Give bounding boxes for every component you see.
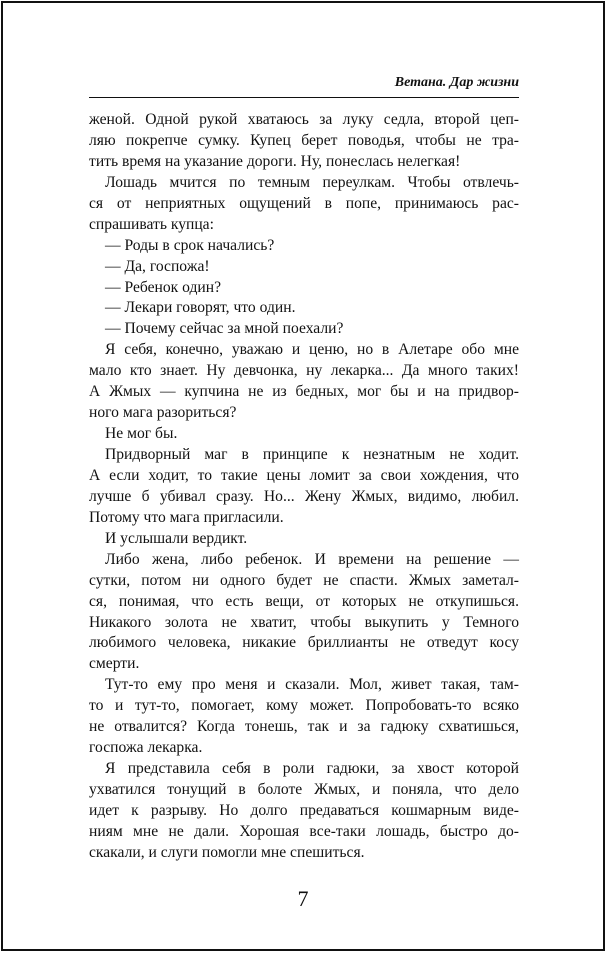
text-line: любимого человека, никакие бриллианты не отведут косу (89, 634, 519, 652)
page-number: 7 (297, 886, 309, 911)
text-line: И услышали вердикт. (105, 529, 248, 547)
text-line: — Лекари говорят, что один. (105, 299, 296, 317)
text-line: идет к разрыву. Но долго предаваться кошмарным виде- (89, 801, 519, 819)
text-line: Потому что мага пригласили. (89, 508, 284, 526)
text-line: госпожа лекарка. (89, 739, 203, 757)
body-text (89, 110, 519, 864)
text-line: лучше б убивал сразу. Но... Жену Жмых, видимо, любил. (89, 487, 519, 505)
text-line: женой. Одной рукой хватаюсь за луку седла, второй цеп- (89, 111, 519, 128)
text-line: то и тут-то, помогает, кому может. Попробовать-то всяко (89, 697, 519, 715)
text-line: ухватился тонущий в болоте Жмых, и поняла, что дело (89, 781, 519, 798)
text-line: смерти. (89, 655, 140, 673)
text-line: Никакого золота не хватит, чтобы выкупить у Темного (89, 613, 519, 631)
text-line: А если ходит, то такие цены ломит за свои хождения, что (89, 466, 519, 484)
text-line: сутки, потом ни одного будет не спасти. Жмых заметал- (89, 571, 519, 589)
text-line: мало кто знает. Ну девчонка, ну лекарка... Да много таких! (89, 362, 519, 380)
text-line: спрашивать купца: (89, 215, 214, 233)
text-line: Я представила себя в роли гадюки, за хвост которой (105, 760, 519, 778)
text-line: Придворный маг в принципе к незнатным не ходит. (105, 446, 519, 463)
text-line: ного мага разориться? (89, 404, 237, 422)
text-line: ляю покрепче сумку. Купец берет поводья, чтобы не тра- (89, 131, 519, 149)
text-line: Не мог бы. (105, 425, 178, 443)
book-page (1, 1, 605, 951)
text-line: не отвалится? Когда тонешь, так и за гадюку схватишься, (89, 718, 519, 736)
running-header-title: Ветана. Дар жизни (394, 75, 519, 90)
text-line: ся от неприятных ощущений в попе, принимаюсь рас- (89, 194, 519, 212)
text-line: ниям мне не дали. Хорошая все-таки лошадь, быстро до- (89, 822, 519, 840)
header-rule (89, 97, 519, 98)
text-line: Тут-то ему про меня и сказали. Мол, живет такая, там- (105, 676, 519, 694)
text-line: — Ребенок один? (105, 278, 222, 296)
text-line: — Да, госпожа! (105, 257, 210, 275)
text-line: — Роды в срок начались? (105, 236, 275, 254)
text-line: скакали, и слуги помогли мне спешиться. (89, 843, 365, 861)
text-line: ся, понимая, что есть вещи, от которых не откупишься. (89, 592, 519, 610)
text-line: тить время на указание дороги. Ну, понеслась нелегкая! (89, 152, 461, 170)
text-line: А Жмых — купчина не из бедных, мог бы и на придвор- (89, 383, 519, 401)
text-line: Либо жена, либо ребенок. И времени на решение — (105, 550, 519, 568)
text-line: Лошадь мчится по темным переулкам. Чтобы отвлечь- (105, 173, 519, 191)
text-line: — Почему сейчас за мной поехали? (105, 320, 344, 338)
text-line: Я себя, конечно, уважаю и ценю, но в Алетаре обо мне (105, 341, 519, 359)
